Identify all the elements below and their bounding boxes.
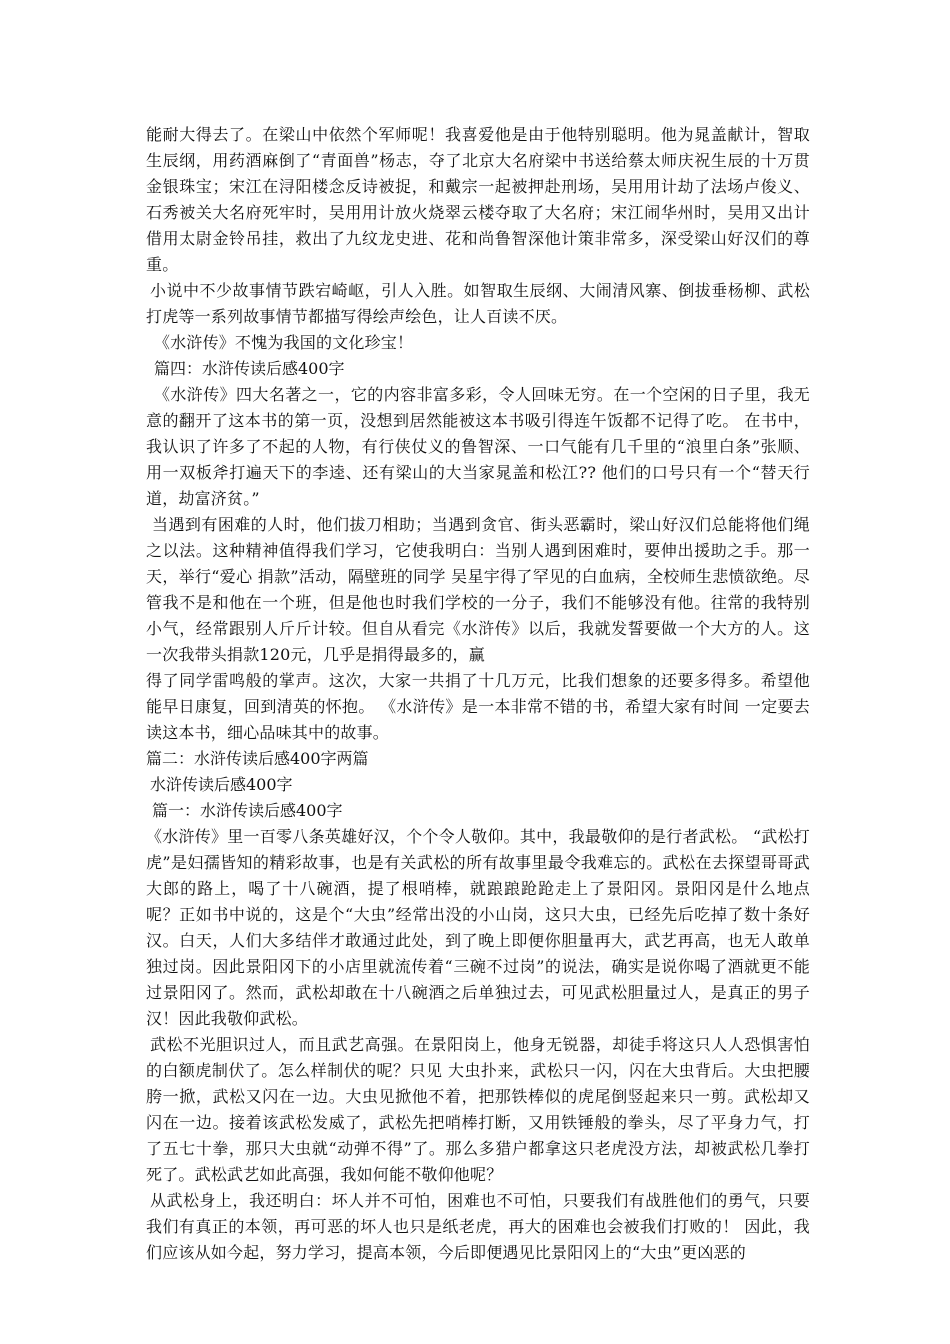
paragraph-wu-song-skill: 武松不光胆识过人，而且武艺高强。在景阳岗上，他身无锐器，却徒手将这只人人恐惧害怕的白额虎制伏了。怎么样制伏的呢？只见 大虫扑来，武松只一闪，闪在大虫背后。大虫把腰胯一掀，武松又闪在一边。大虫见掀他不着，把那铁棒似的虎尾倒竖起来只一剪。武松却又闪在一边。接着该武松发威了，武松先把哨棒打断，又用铁锤般的拳头，尽了平身力气，打了五七十拳，那只大虫就“动弹不得”了。那么多猎户都拿这只老虎没方法，却被武松几拳打死了。武松武艺如此高强，我如何能不敬仰他呢？ bbox=[146, 1035, 810, 1184]
article-title: 水浒传读后感400字 bbox=[150, 775, 293, 794]
section-heading-part-four: 篇四：水浒传读后感400字 bbox=[154, 359, 345, 378]
paragraph-plot-summary: 小说中不少故事情节跌宕崎岖，引人入胜。如智取生辰纲、大闹清风寨、倒拔垂杨柳、武松打虎等一系列故事情节都描写得绘声绘色，让人百读不厌。 bbox=[146, 281, 810, 326]
document-body bbox=[146, 122, 810, 1266]
section-heading-part-two: 篇二：水浒传读后感400字两篇 bbox=[146, 749, 369, 768]
paragraph-wu-yong-praise: 能耐大得去了。在梁山中依然个军师呢！我喜爱他是由于他特别聪明。他为晁盖献计，智取生辰纲，用药酒麻倒了“青面兽”杨志，夺了北京大名府梁中书送给蔡太师庆祝生辰的十万贯金银珠宝；宋江在浔阳楼念反诗被捉，和戴宗一起被押赴刑场，吴用用计劫了法场卢俊义、石秀被关大名府死牢时，吴用用计放火烧翠云楼夺取了大名府；宋江闹华州时，吴用又出计借用太尉金铃吊挂，救出了九纹龙史进、花和尚鲁智深他计策非常多，深受梁山好汉们的尊重。 bbox=[146, 125, 810, 274]
paragraph-lesson-learned: 从武松身上，我还明白：坏人并不可怕，困难也不可怕，只要我们有战胜他们的勇气，只要我们有真正的本领，再可恶的坏人也只是纸老虎，再大的困难也会被我们打败的！ 因此，我们应该从如今起，努力学习，提高本领，今后即便遇见比景阳冈上的“大虫”更凶恶的 bbox=[146, 1191, 810, 1262]
paragraph-cultural-treasure: 《水浒传》不愧为我国的文化珍宝！ bbox=[154, 333, 414, 352]
paragraph-donation-story: 当遇到有困难的人时，他们拔刀相助；当遇到贪官、街头恶霸时，梁山好汉们总能将他们绳之以法。这种精神值得我们学习，它使我明白：当别人遇到困难时，要伸出援助之手。那一天，举行“爱心 捐款”活动，隔壁班的同学 吴星宇得了罕见的白血病，全校师生悲愤欲绝。尽管我不是和他在一个班，但是他也时我们学校的一分子，我们不能够没有他。往常的我特别小气，经常跟别人斤斤计较。但自从看完《水浒传》以后，我就发誓要做一个大方的人。这一次我带头捐款120元，几乎是捐得最多的，赢 bbox=[146, 515, 810, 664]
section-heading-part-one: 篇一：水浒传读后感400字 bbox=[152, 801, 343, 820]
paragraph-wu-song-courage: 《水浒传》里一百零八条英雄好汉，个个令人敬仰。其中，我最敬仰的是行者武松。 “武松打虎”是妇孺皆知的精彩故事，也是有关武松的所有故事里最令我难忘的。武松在去探望哥哥武大郎的路上，喝了十八碗酒，提了根哨棒，就踉踉跄跄走上了景阳冈。景阳冈是什么地点呢？正如书中说的，这是个“大虫”经常出没的小山岗，这只大虫，已经先后吃掉了数十条好汉。白天，人们大多结伴才敢通过此处，到了晚上即便你胆量再大，武艺再高，也无人敢单独过岗。因此景阳冈下的小店里就流传着“三碗不过岗”的说法，确实是说你喝了酒就更不能过景阳冈了。然而，武松却敢在十八碗酒之后单独过去，可见武松胆量过人，是真正的男子汉！因此我敬仰武松。 bbox=[146, 827, 810, 1028]
paragraph-donation-conclusion: 得了同学雷鸣般的掌声。这次，大家一共捐了十几万元，比我们想象的还要多得多。希望他能早日康复，回到清英的怀抱。 《水浒传》是一本非常不错的书，希望大家有时间 一定要去读这本书，细心品味其中的故事。 bbox=[146, 671, 810, 742]
paragraph-part-four-intro: 《水浒传》四大名著之一，它的内容非富多彩，令人回味无穷。在一个空闲的日子里，我无意的翻开了这本书的第一页，没想到居然能被这本书吸引得连午饭都不记得了吃。 在书中，我认识了许多了不起的人物，有行侠仗义的鲁智深、一口气能有几千里的“浪里白条”张顺、用一双板斧打遍天下的李逵、还有梁山的大当家晁盖和松江?? 他们的口号只有一个“替天行道，劫富济贫。” bbox=[146, 385, 810, 508]
